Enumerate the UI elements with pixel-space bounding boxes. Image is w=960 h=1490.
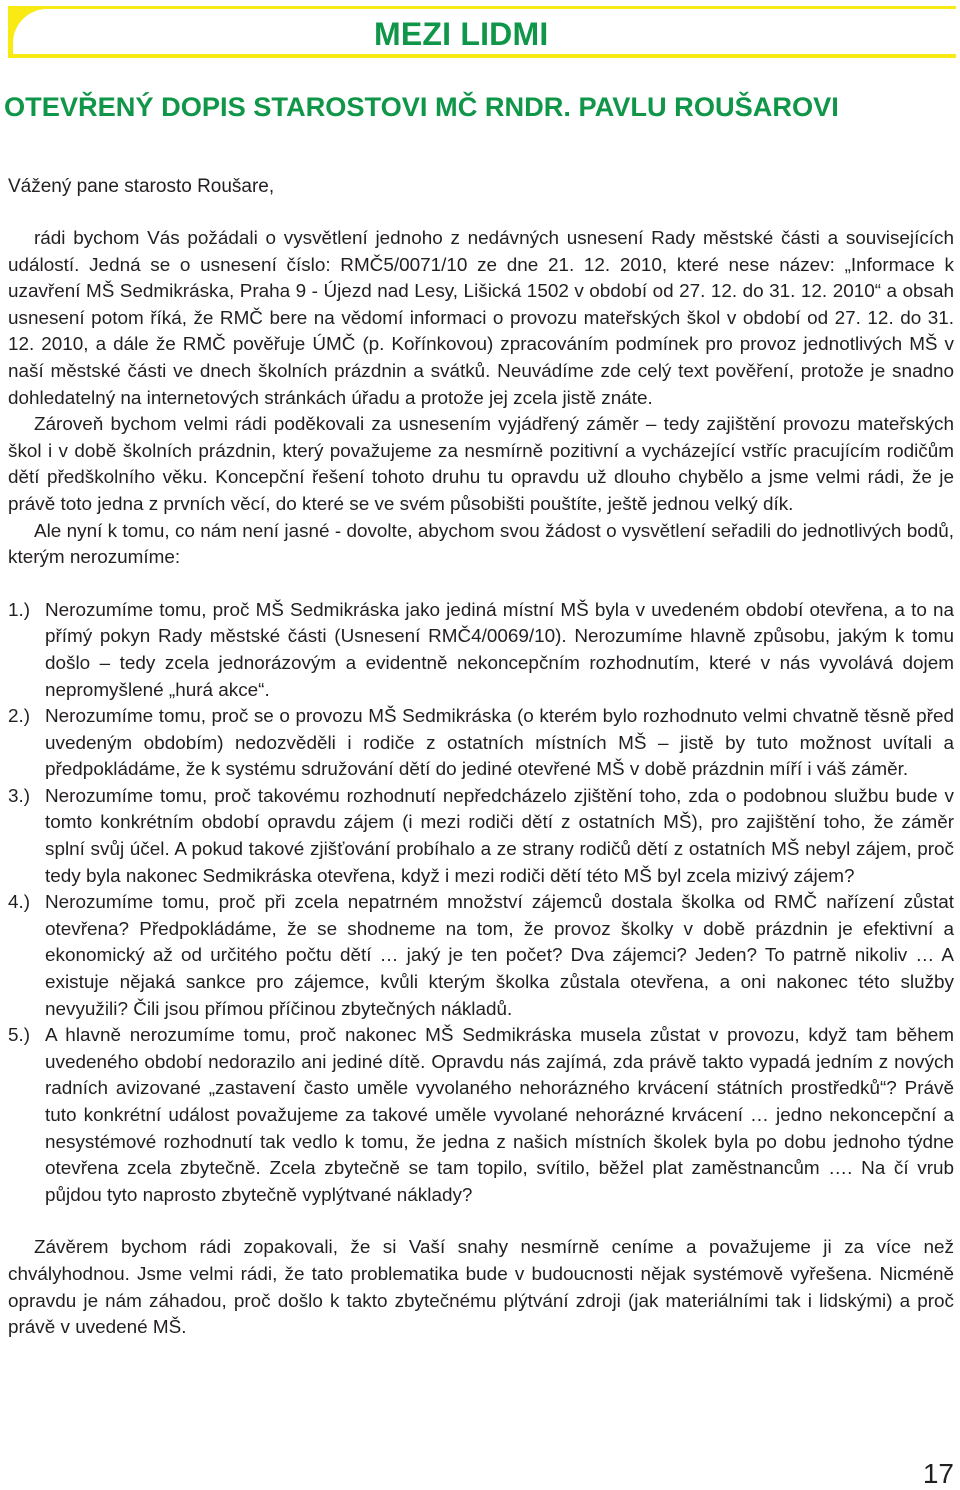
list-item-text: Nerozumíme tomu, proč MŠ Sedmikráska jako jediná místní MŠ byla v uvedeném období otevřena, a to na přímý pokyn Rady městské části (Usnesení RMČ4/0069/10). Nerozumíme hlavně způsobu, jakým k tomu došlo – tedy zcela jednorázovým a evidentně nekoncepčním rozhodnutím, které v nás vyvolává dojem nepromyšlené „hurá akce“. (45, 599, 954, 701)
list-item (8, 1023, 954, 1209)
section-title: MEZI LIDMI (374, 16, 549, 52)
list-item-number: 5.) (8, 1025, 31, 1047)
list-item (8, 598, 954, 704)
list-item (8, 784, 954, 890)
article-body (8, 226, 954, 1342)
list-item-text: A hlavně nerozumíme tomu, proč nakonec MŠ Sedmikráska musela zůstat v provozu, když tam během uvedeného období nedorazilo ani jediné dítě. Opravdu nás zajímá, zda právě takto vypadá jedním z nových radních avizované „zastavení často uměle vyvolaného nehorázného krvácení státních prostředků“? Právě tuto konkrétní událost považujeme za takové uměle vyvolané nehorázné krvácení … jedno nekoncepční a nesystémové rozhodnutí tak vedlo k tomu, že jedna z našich místních školek byla po dobu jednoho týdne otevřena zcela zbytečně. Zcela zbytečně se tam topilo, svítilo, běžel plat zaměstnancům …. Na čí vrub půjdou tyto naprosto zbytečně vyplýtvané náklady? (45, 1025, 954, 1206)
list-item (8, 890, 954, 1023)
paragraph-closing: Závěrem bychom rádi zopakovali, že si Vaší snahy nesmírně ceníme a považujeme ji za více než chvályhodnou. Jsme velmi rádi, že tato problematika bude v budoucnosti nějak systémově vyřešena. Nicméně opravdu je nám záhadou, proč došlo k takto zbytečnému plýtvání zdroji (jak materiálními tak i lidskými) a proč právě v uvedené MŠ. (8, 1237, 954, 1339)
page-number: 17 (922, 1458, 954, 1489)
salutation: Vážený pane starosto Roušare, (8, 176, 275, 197)
list-item-number: 3.) (8, 785, 31, 807)
list-item-number: 1.) (8, 599, 31, 621)
list-item-text: Nerozumíme tomu, proč takovému rozhodnutí nepředcházelo zjištění toho, zda o podobnou službu bude v tomto konkrétním období opravdu zájem (i mezi rodiči dětí z ostatních MŠ), pro zajištění toho, že záměr splní svůj účel. A pokud takové zjišťování probíhalo a ze strany rodičů dětí z ostatních MŠ nebyl zájem, proč tedy byla nakonec Sedmikráska otevřena, když i mezi rodiči dětí této MŠ byl zcela mizivý zájem? (45, 785, 954, 887)
list-item-number: 4.) (8, 892, 31, 914)
list-item-text: Nerozumíme tomu, proč při zcela nepatrném množství zájemců dostala školka od RMČ nařízení zůstat otevřena? Předpokládáme, že se shodneme na tom, že provoz školky v době prázdnin je efektivní a ekonomický až od určitého počtu dětí … jaký je ten počet? Dva zájemci? Jeden? To patrně nikoliv … A existuje nějaká sankce pro zájemce, kvůli kterým školka zůstala otevřena, a oni nakonec této služby nevyužili? Čili jsou přímou příčinou zbytečných nákladů. (45, 892, 954, 1020)
list-item-number: 2.) (8, 706, 31, 728)
article-headline: OTEVŘENÝ DOPIS STAROSTOVI MČ RNDR. PAVLU ROUŠAROVI (4, 91, 839, 122)
questions-list (8, 598, 954, 1210)
list-item (8, 704, 954, 784)
paragraph-thanks: Zároveň bychom velmi rádi poděkovali za usnesením vyjádřený záměr – tedy zajištění provozu mateřských škol i v době školních prázdnin, který považujeme za nesmírně pozitivní a vycházející vstříc pracujícím rodičům dětí předškolního věku. Koncepční řešení tohoto druhu tu opravdu už dlouho chybělo a jsme velmi rádi, že je právě toto jedna z prvních věcí, do které se ve svém působišti pouštíte, ještě jednou velký dík. (8, 414, 954, 515)
paragraph-questions-intro: Ale nyní k tomu, co nám není jasné - dovolte, abychom svou žádost o vysvětlení seřadili do jednotlivých bodů, kterým nerozumíme: (8, 520, 954, 569)
paragraph-intro: rádi bychom Vás požádali o vysvětlení jednoho z nedávných usnesení Rady městské části a souvisejících událostí. Jedná se o usnesení číslo: RMČ5/0071/10 ze dne 21. 12. 2010, které nese název: „Informace k uzavření MŠ Sedmikráska, Praha 9 - Újezd nad Lesy, Lišická 1502 v období od 27. 12. do 31. 12. 2010“ a obsah usnesení potom říká, že RMČ bere na vědomí informaci o provozu mateřských škol v období od 27. 12. do 31. 12. 2010, a dále že RMČ pověřuje ÚMČ (p. Kořínkovou) zpracováním podmínek pro provoz jednotlivých MŠ v naší městské části ve dnech školních prázdnin a svátků. Neuvádíme zde celý text pověření, protože je snadno dohledatelný na internetových stránkách úřadu a protože jej zcela jistě znáte. (8, 228, 954, 409)
list-item-text: Nerozumíme tomu, proč se o provozu MŠ Sedmikráska (o kterém bylo rozhodnuto velmi chvatně těsně před uvedeným obdobím) nedozvěděli i rodiče z ostatních místních MŠ – jistě by tuto možnost uvítali a předpokládáme, že k systému sdružování dětí do jediné otevřené MŠ v době prázdnin míří i váš záměr. (45, 706, 954, 781)
